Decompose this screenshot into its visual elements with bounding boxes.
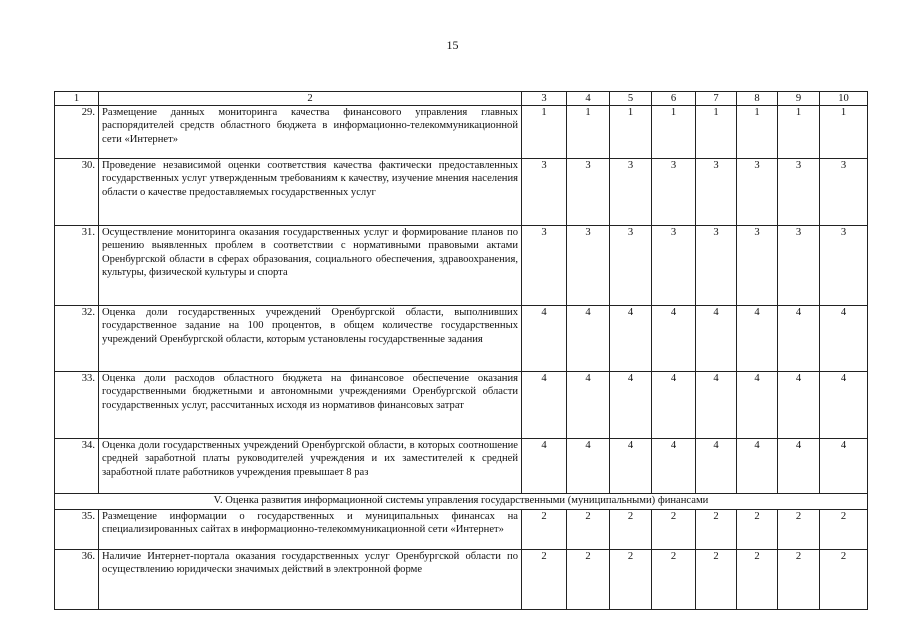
section-title: V. Оценка развития информационной системы управления государственными (муниципальными) финансами <box>55 494 868 510</box>
score-cell: 1 <box>610 106 652 159</box>
column-header: 1 <box>55 92 99 106</box>
score-cell: 1 <box>652 106 696 159</box>
score-cell: 4 <box>610 372 652 439</box>
score-cell: 4 <box>778 439 820 494</box>
row-number: 33. <box>55 372 99 439</box>
score-cell: 3 <box>696 226 737 306</box>
column-header: 8 <box>737 92 778 106</box>
criterion-text: Оценка доли государственных учреждений Оренбургской области, в которых соотношение средней заработной платы руководителей учреждения и их заместителей к средней заработной плате работников учреждения превышает 8 раз <box>99 439 522 494</box>
score-cell: 3 <box>567 226 610 306</box>
score-cell: 1 <box>737 106 778 159</box>
score-cell: 2 <box>778 510 820 550</box>
row-number: 34. <box>55 439 99 494</box>
score-cell: 4 <box>778 372 820 439</box>
score-cell: 3 <box>778 159 820 226</box>
column-header: 2 <box>99 92 522 106</box>
score-cell: 3 <box>820 159 868 226</box>
score-cell: 2 <box>652 510 696 550</box>
score-cell: 1 <box>567 106 610 159</box>
score-cell: 2 <box>522 550 567 610</box>
score-cell: 3 <box>737 159 778 226</box>
score-cell: 2 <box>567 550 610 610</box>
score-cell: 4 <box>522 306 567 372</box>
row-number: 30. <box>55 159 99 226</box>
score-cell: 4 <box>610 306 652 372</box>
score-cell: 4 <box>737 439 778 494</box>
score-cell: 4 <box>567 372 610 439</box>
score-cell: 4 <box>737 306 778 372</box>
table-row <box>55 106 868 159</box>
score-cell: 2 <box>820 550 868 610</box>
score-cell: 3 <box>737 226 778 306</box>
score-cell: 3 <box>820 226 868 306</box>
score-cell: 4 <box>652 439 696 494</box>
score-cell: 4 <box>696 372 737 439</box>
criterion-text: Размещение информации о государственных и муниципальных финансах на специализированных сайтах в информационно-телекоммуникационной сети «Интернет» <box>99 510 522 550</box>
score-cell: 4 <box>778 306 820 372</box>
score-cell: 4 <box>567 306 610 372</box>
score-cell: 4 <box>696 439 737 494</box>
criterion-text: Оценка доли государственных учреждений Оренбургской области, выполнивших государственное задание на 100 процентов, в общем количестве государственных учреждений Оренбургской области, которым установлены государственные задания <box>99 306 522 372</box>
column-header: 6 <box>652 92 696 106</box>
score-cell: 1 <box>778 106 820 159</box>
criterion-text: Размещение данных мониторинга качества финансового управления главных распорядителей средств областного бюджета в информационно-телекоммуникационной сети «Интернет» <box>99 106 522 159</box>
column-header: 5 <box>610 92 652 106</box>
score-cell: 4 <box>820 372 868 439</box>
score-cell: 4 <box>522 372 567 439</box>
row-number: 36. <box>55 550 99 610</box>
table-row <box>55 372 868 439</box>
table-row <box>55 159 868 226</box>
table-row <box>55 550 868 610</box>
table-header-row <box>55 92 868 106</box>
row-number: 31. <box>55 226 99 306</box>
score-cell: 3 <box>652 226 696 306</box>
score-cell: 3 <box>610 226 652 306</box>
score-cell: 2 <box>778 550 820 610</box>
score-cell: 4 <box>820 306 868 372</box>
score-cell: 2 <box>696 510 737 550</box>
score-cell: 2 <box>820 510 868 550</box>
row-number: 32. <box>55 306 99 372</box>
score-cell: 1 <box>696 106 737 159</box>
score-cell: 4 <box>737 372 778 439</box>
column-header: 7 <box>696 92 737 106</box>
score-cell: 4 <box>610 439 652 494</box>
criterion-text: Проведение независимой оценки соответствия качества фактически предоставленных государственных услуг утвержденным требованиям к качеству, изучение мнения населения области о качестве предоставляемых государственных услуг <box>99 159 522 226</box>
score-cell: 1 <box>820 106 868 159</box>
score-cell: 2 <box>652 550 696 610</box>
score-cell: 4 <box>820 439 868 494</box>
criteria-table <box>54 91 868 610</box>
section-row <box>55 494 868 510</box>
score-cell: 2 <box>567 510 610 550</box>
page-number: 15 <box>446 38 459 52</box>
table-row <box>55 226 868 306</box>
score-cell: 2 <box>737 550 778 610</box>
table-row <box>55 306 868 372</box>
criterion-text: Наличие Интернет-портала оказания государственных услуг Оренбургской области по осуществлению юридически значимых действий в электронной форме <box>99 550 522 610</box>
score-cell: 3 <box>522 159 567 226</box>
score-cell: 2 <box>610 510 652 550</box>
score-cell: 4 <box>696 306 737 372</box>
score-cell: 3 <box>652 159 696 226</box>
score-cell: 2 <box>737 510 778 550</box>
table-row <box>55 439 868 494</box>
score-cell: 2 <box>522 510 567 550</box>
score-cell: 3 <box>696 159 737 226</box>
score-cell: 4 <box>522 439 567 494</box>
score-cell: 3 <box>522 226 567 306</box>
row-number: 35. <box>55 510 99 550</box>
score-cell: 2 <box>696 550 737 610</box>
score-cell: 4 <box>652 306 696 372</box>
score-cell: 4 <box>652 372 696 439</box>
row-number: 29. <box>55 106 99 159</box>
column-header: 3 <box>522 92 567 106</box>
column-header: 10 <box>820 92 868 106</box>
score-cell: 3 <box>778 226 820 306</box>
table-row <box>55 510 868 550</box>
column-header: 9 <box>778 92 820 106</box>
score-cell: 3 <box>610 159 652 226</box>
criterion-text: Осуществление мониторинга оказания государственных услуг и формирование планов по решению выявленных проблем в соответствии с нормативными правовыми актами Оренбургской области в сферах образования, социального обеспечения, здравоохранения, культуры, физической культуры и спорта <box>99 226 522 306</box>
score-cell: 3 <box>567 159 610 226</box>
column-header: 4 <box>567 92 610 106</box>
score-cell: 4 <box>567 439 610 494</box>
score-cell: 1 <box>522 106 567 159</box>
score-cell: 2 <box>610 550 652 610</box>
criterion-text: Оценка доли расходов областного бюджета на финансовое обеспечение оказания государственными бюджетными и автономными учреждениями Оренбургской области государственных услуг, рассчитанных исходя из нормативов финансовых затрат <box>99 372 522 439</box>
